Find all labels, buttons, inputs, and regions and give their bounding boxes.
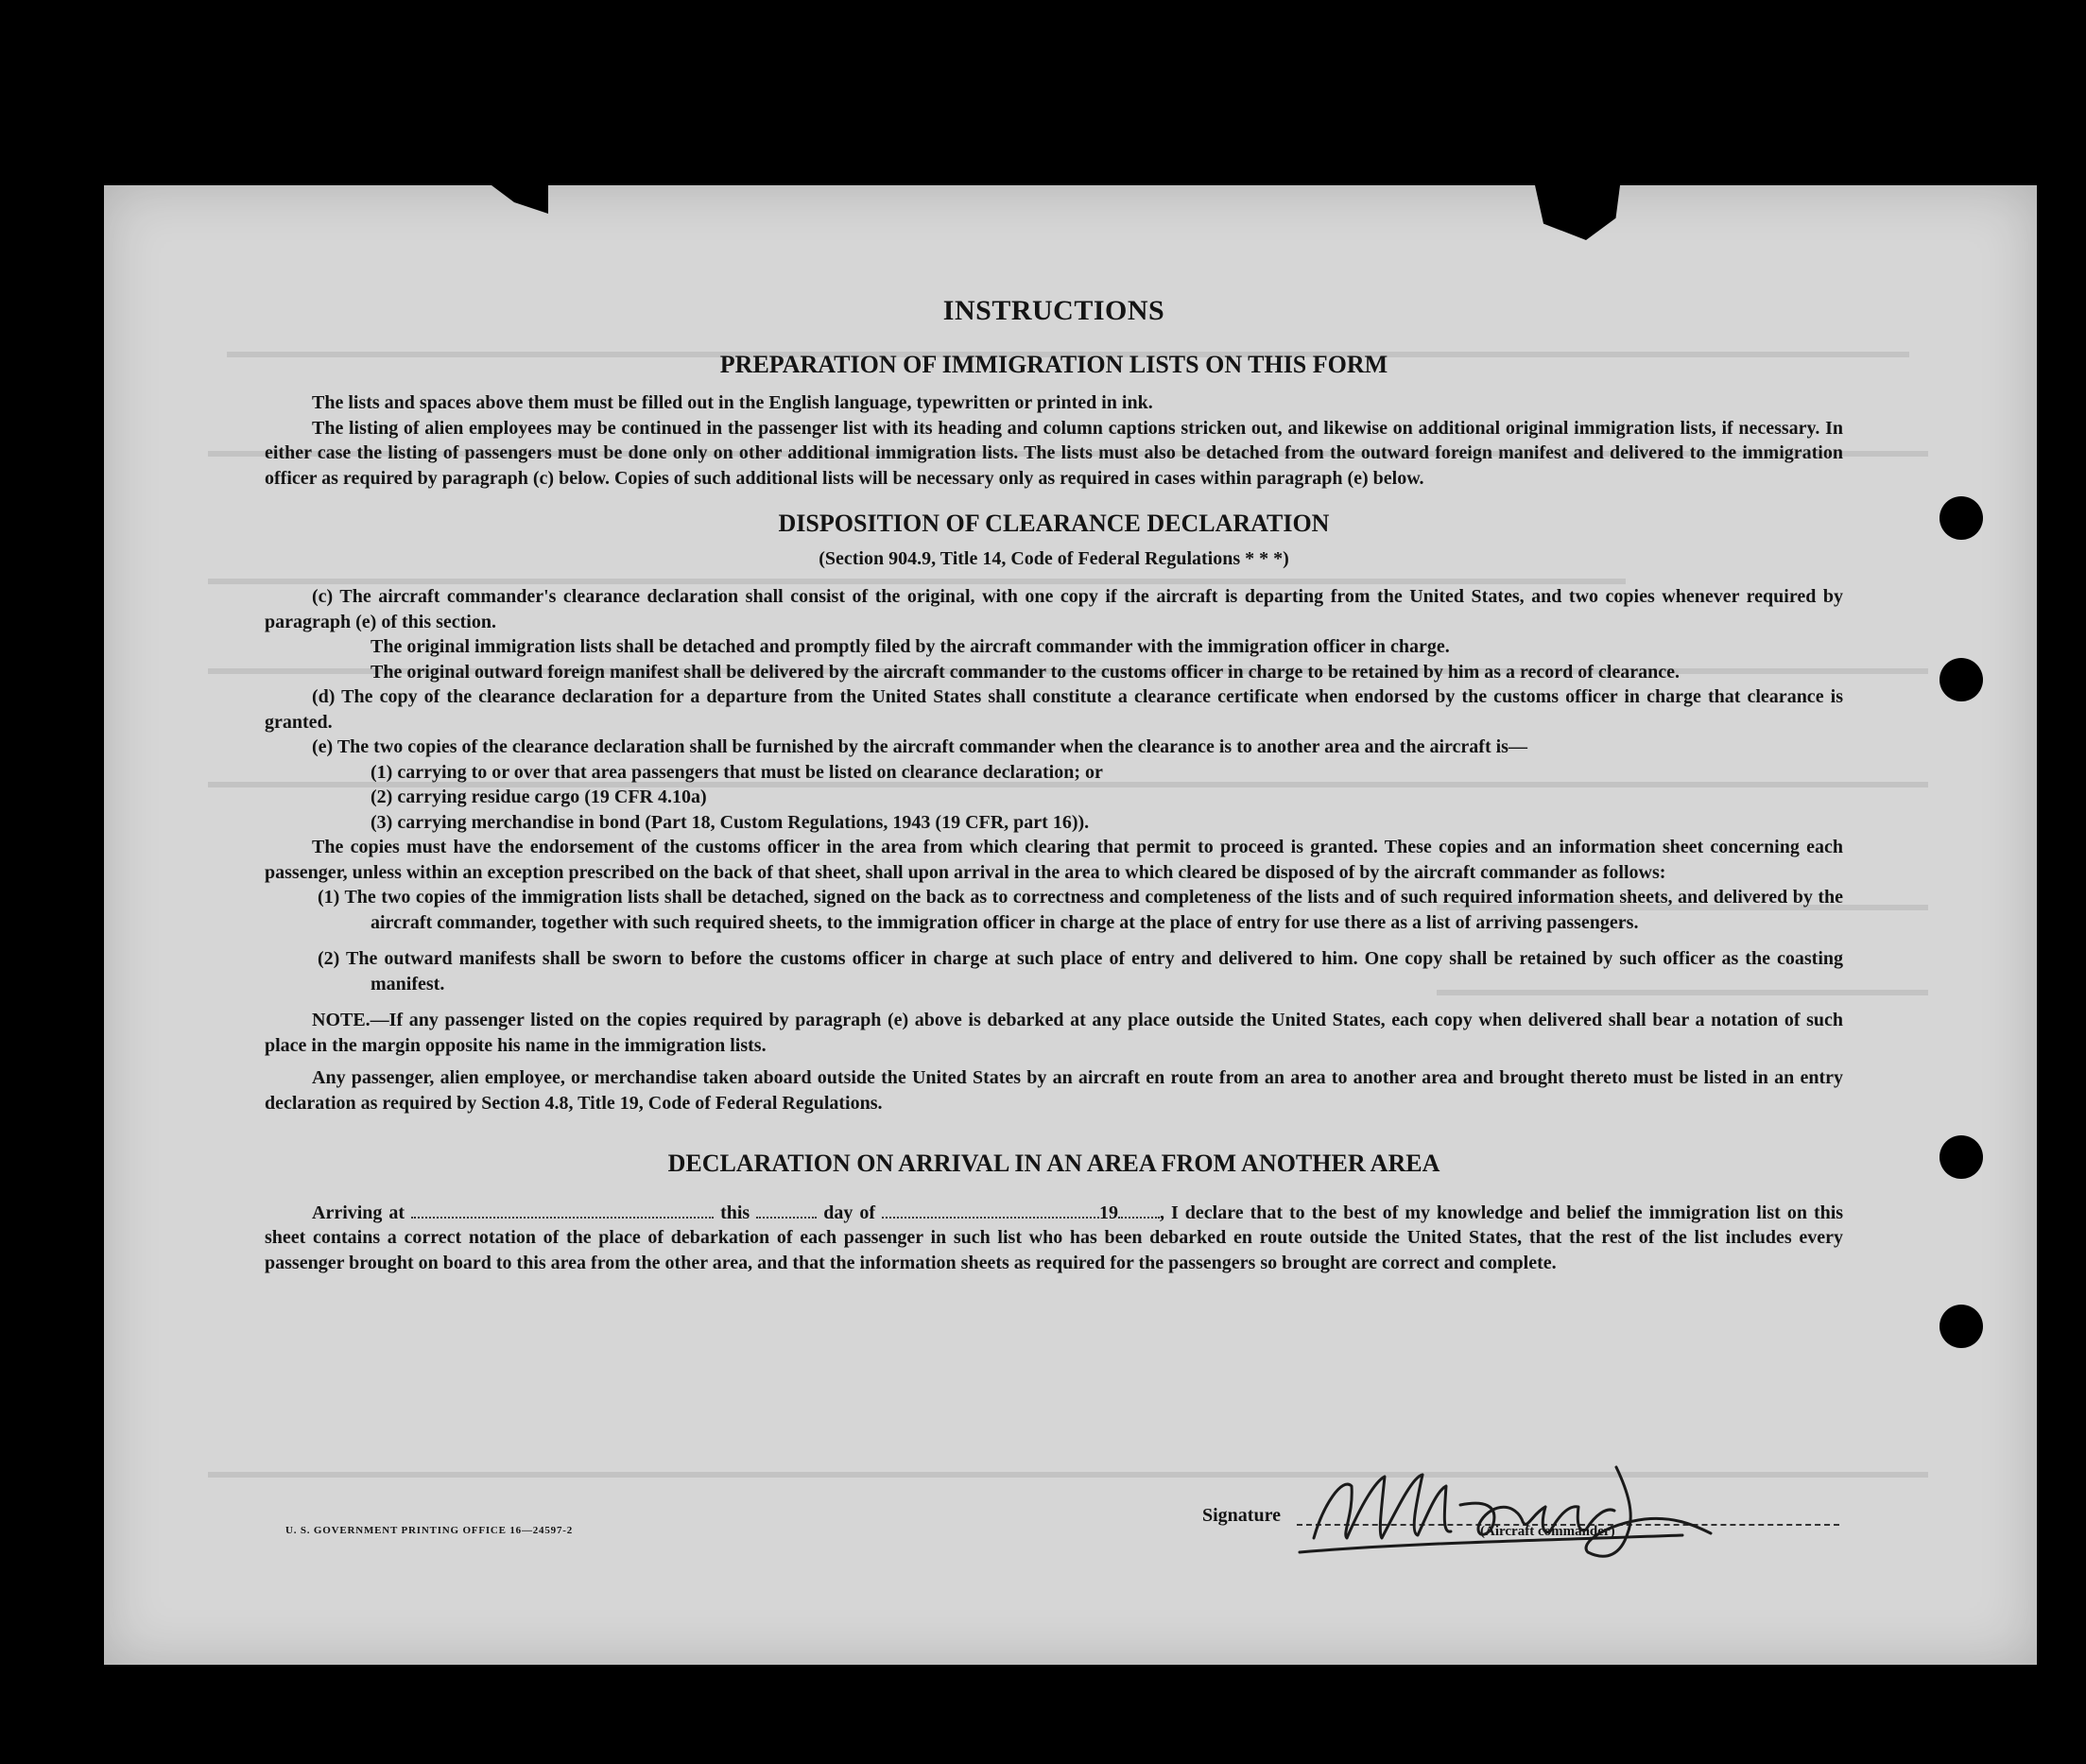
paragraph-c1: The original immigration lists shall be detached and promptly filed by the aircraft commander with the immigration officer in charge. — [371, 636, 1450, 657]
paragraph-e3: (3) carrying merchandise in bond (Part 18, Custom Regulations, 1943 (19 CFR, part 16)). — [371, 811, 1090, 833]
section-heading-declaration: DECLARATION ON ARRIVAL IN AN AREA FROM ANOTHER AREA — [667, 1150, 1440, 1177]
arriving-at-field[interactable] — [411, 1200, 714, 1219]
declaration-paragraph — [265, 1200, 1843, 1276]
paragraph: The lists and spaces above them must be filled out in the English language, typewritten or printed in ink. — [312, 392, 1153, 413]
paragraph-copies: The copies must have the endorsement of the customs officer in the area from which clearing that permit to proceed is granted. These copies and an information sheet concerning each passenger, unless within an exception prescribed on the back of that sheet, shall upon arrival in the area to which cleared be disposed of by the aircraft commander as follows: — [265, 837, 1843, 883]
section-heading-disposition: DISPOSITION OF CLEARANCE DECLARATION — [778, 510, 1330, 537]
section-subheading: (Section 904.9, Title 14, Code of Federal Regulations * * *) — [819, 547, 1289, 569]
signature-label: Signature — [1202, 1505, 1281, 1526]
day-field[interactable] — [756, 1200, 817, 1219]
paragraph-e1: (1) carrying to or over that area passengers that must be listed on clearance declaration; or — [371, 761, 1103, 783]
arriving-at-label: Arriving at — [312, 1202, 405, 1223]
paragraph-d: (d) The copy of the clearance declaration for a departure from the United States shall constitute a clearance certificate when endorsed by the customs officer in charge that clearance is granted. — [265, 686, 1843, 733]
this-label: this — [720, 1202, 750, 1223]
month-field[interactable] — [882, 1200, 1099, 1219]
year-field[interactable] — [1118, 1200, 1160, 1219]
paragraph-f2: (2) The outward manifests shall be sworn to before the customs officer in charge at such place of entry and delivered to him. One copy shall be retained by such officer as the coasting manifest. — [318, 948, 1843, 994]
paragraph-e: (e) The two copies of the clearance declaration shall be furnished by the aircraft commander when the clearance is to another area and the aircraft is— — [312, 736, 1527, 757]
handwritten-signature — [1295, 1448, 1739, 1581]
paragraph-any: Any passenger, alien employee, or merchandise taken aboard outside the United States by an aircraft en route from an area to another area and brought thereto must be listed in an entry declaration as required by Section 4.8, Title 19, Code of Federal Regulations. — [265, 1067, 1843, 1114]
section-heading-immigration-lists: PREPARATION OF IMMIGRATION LISTS ON THIS FORM — [719, 350, 1388, 378]
printing-office-footer: U. S. GOVERNMENT PRINTING OFFICE 16—24597-2 — [285, 1525, 574, 1536]
paragraph-f1: (1) The two copies of the immigration lists shall be detached, signed on the back as to correctness and completeness of the lists and of such required information sheets, and delivered by the aircraft commander, together with such required sheets, to the immigration officer in charge at the place of entry for use there as a list of arriving passengers. — [318, 887, 1843, 933]
paragraph: The listing of alien employees may be continued in the passenger list with its heading and column captions stricken out, and likewise on additional original immigration lists, if necessary. In either case the listing of passengers must be done only on other additional immigration lists. The lists must also be detached from the outward foreign manifest and delivered to the immigration officer as required by paragraph (c) below. Copies of such additional lists will be necessary only as required in cases within paragraph (e) below. — [265, 417, 1843, 489]
paragraph-e2: (2) carrying residue cargo (19 CFR 4.10a) — [371, 787, 707, 807]
day-of-label: day of — [823, 1202, 875, 1223]
year-prefix-label: 19 — [1099, 1202, 1118, 1223]
paragraph-c2: The original outward foreign manifest shall be delivered by the aircraft commander to the customs officer in charge to be retained by him as a record of clearance. — [371, 661, 1680, 683]
paragraph-c: (c) The aircraft commander's clearance declaration shall consist of the original, with one copy if the aircraft is departing from the United States, and two copies whenever required by paragraph (e) of this section. — [265, 586, 1843, 632]
instructions-body — [265, 284, 1843, 1275]
paragraph-note: NOTE.—If any passenger listed on the copies required by paragraph (e) above is debarked at any place outside the United States, each copy when delivered shall bear a notation of such place in the margin opposite his name in the immigration lists. — [265, 1010, 1843, 1056]
declaration-text: , I declare that to the best of my knowledge and belief the immigration list on this sheet contains a correct notation of the place of debarkation of each passenger in such list who has been debarked en route outside the United States, that the rest of the list includes every passenger brought on board to this area from the other area, and that the information sheets as required for the passengers so brought are correct and complete. — [265, 1202, 1844, 1273]
signature-sublabel: (Aircraft commander) — [1480, 1524, 1615, 1539]
page-title: INSTRUCTIONS — [942, 295, 1165, 326]
